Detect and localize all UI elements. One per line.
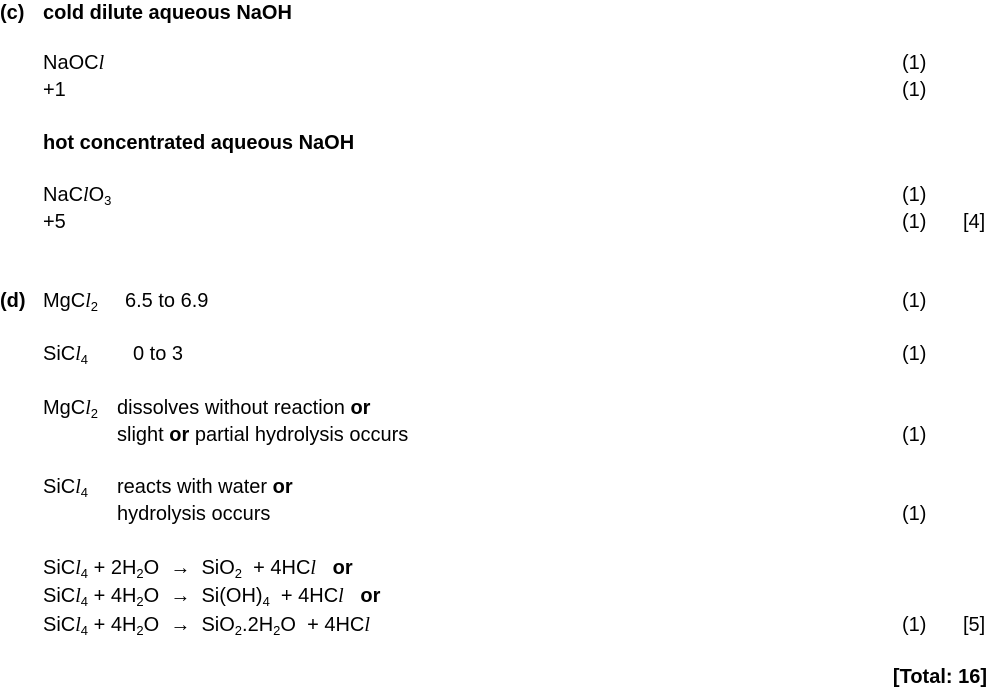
si-behaviour-text-1: reacts with water or	[117, 476, 293, 498]
mg-behaviour-row-1	[0, 395, 987, 421]
hot-product-row	[0, 182, 987, 208]
mark: (1)	[902, 79, 927, 101]
hot-heading-row	[0, 130, 987, 156]
equation-row-2	[0, 583, 987, 609]
mark: (1)	[902, 503, 927, 525]
mark: (1)	[902, 424, 927, 446]
subtotal: [4]	[963, 211, 986, 233]
part-c-label: (c)	[0, 2, 25, 24]
equation-row-3	[0, 612, 987, 638]
cold-product: NaOCl	[43, 52, 105, 74]
hot-oxidation-state: +5	[43, 211, 66, 233]
grand-total: [Total: 16]	[892, 666, 987, 688]
si-behaviour-row-1	[0, 474, 987, 500]
si-ph-row	[0, 341, 987, 367]
hot-state-row	[0, 209, 987, 235]
cold-oxidation-state: +1	[43, 79, 66, 101]
si-behaviour-row-2	[0, 501, 987, 527]
si-behaviour-text-2: hydrolysis occurs	[117, 503, 271, 525]
cold-heading: cold dilute aqueous NaOH	[43, 2, 292, 24]
equation-row-1	[0, 555, 987, 581]
equation: SiCl$_4$ + $2H_2O \to SiO_2 + 4HCl$ or	[43, 557, 353, 581]
mg-ph-value: 6.5 to 6.9	[125, 290, 209, 312]
cold-product-row	[0, 50, 987, 76]
mark: (1)	[902, 211, 927, 233]
mark: (1)	[902, 290, 927, 312]
equation: SiCl$_4$ + $4H_2O \to SiO_2.2H_2O + 4HCl$	[43, 614, 370, 638]
hot-heading: hot concentrated aqueous NaOH	[43, 132, 355, 154]
si-ph-value: 0 to 3	[133, 343, 184, 365]
si-formula: SiCl$_4$	[43, 476, 89, 500]
hot-product: NaClO$_3$	[43, 184, 112, 208]
mark: (1)	[902, 52, 927, 74]
subtotal: [5]	[963, 614, 986, 636]
equation: SiCl$_4$ + $4H_2O \to Si(OH)_4 + 4HCl$ or	[43, 585, 381, 609]
mg-behaviour-row-2	[0, 422, 987, 448]
part-d-label: (d)	[0, 290, 26, 312]
mg-ph-row	[0, 288, 987, 314]
mark: (1)	[902, 343, 927, 365]
mg-formula: MgCl$_2$	[43, 397, 99, 421]
mark: (1)	[902, 184, 927, 206]
si-formula: SiCl$_4$	[43, 343, 89, 367]
mg-behaviour-text-2: slight or partial hydrolysis occurs	[117, 424, 409, 446]
part-c-heading-row	[0, 0, 987, 26]
cold-state-row	[0, 77, 987, 103]
mg-behaviour-text-1: dissolves without reaction or	[117, 397, 371, 419]
grand-total-row	[0, 664, 987, 690]
mark: (1)	[902, 614, 927, 636]
mg-formula: MgCl$_2$	[43, 290, 99, 314]
